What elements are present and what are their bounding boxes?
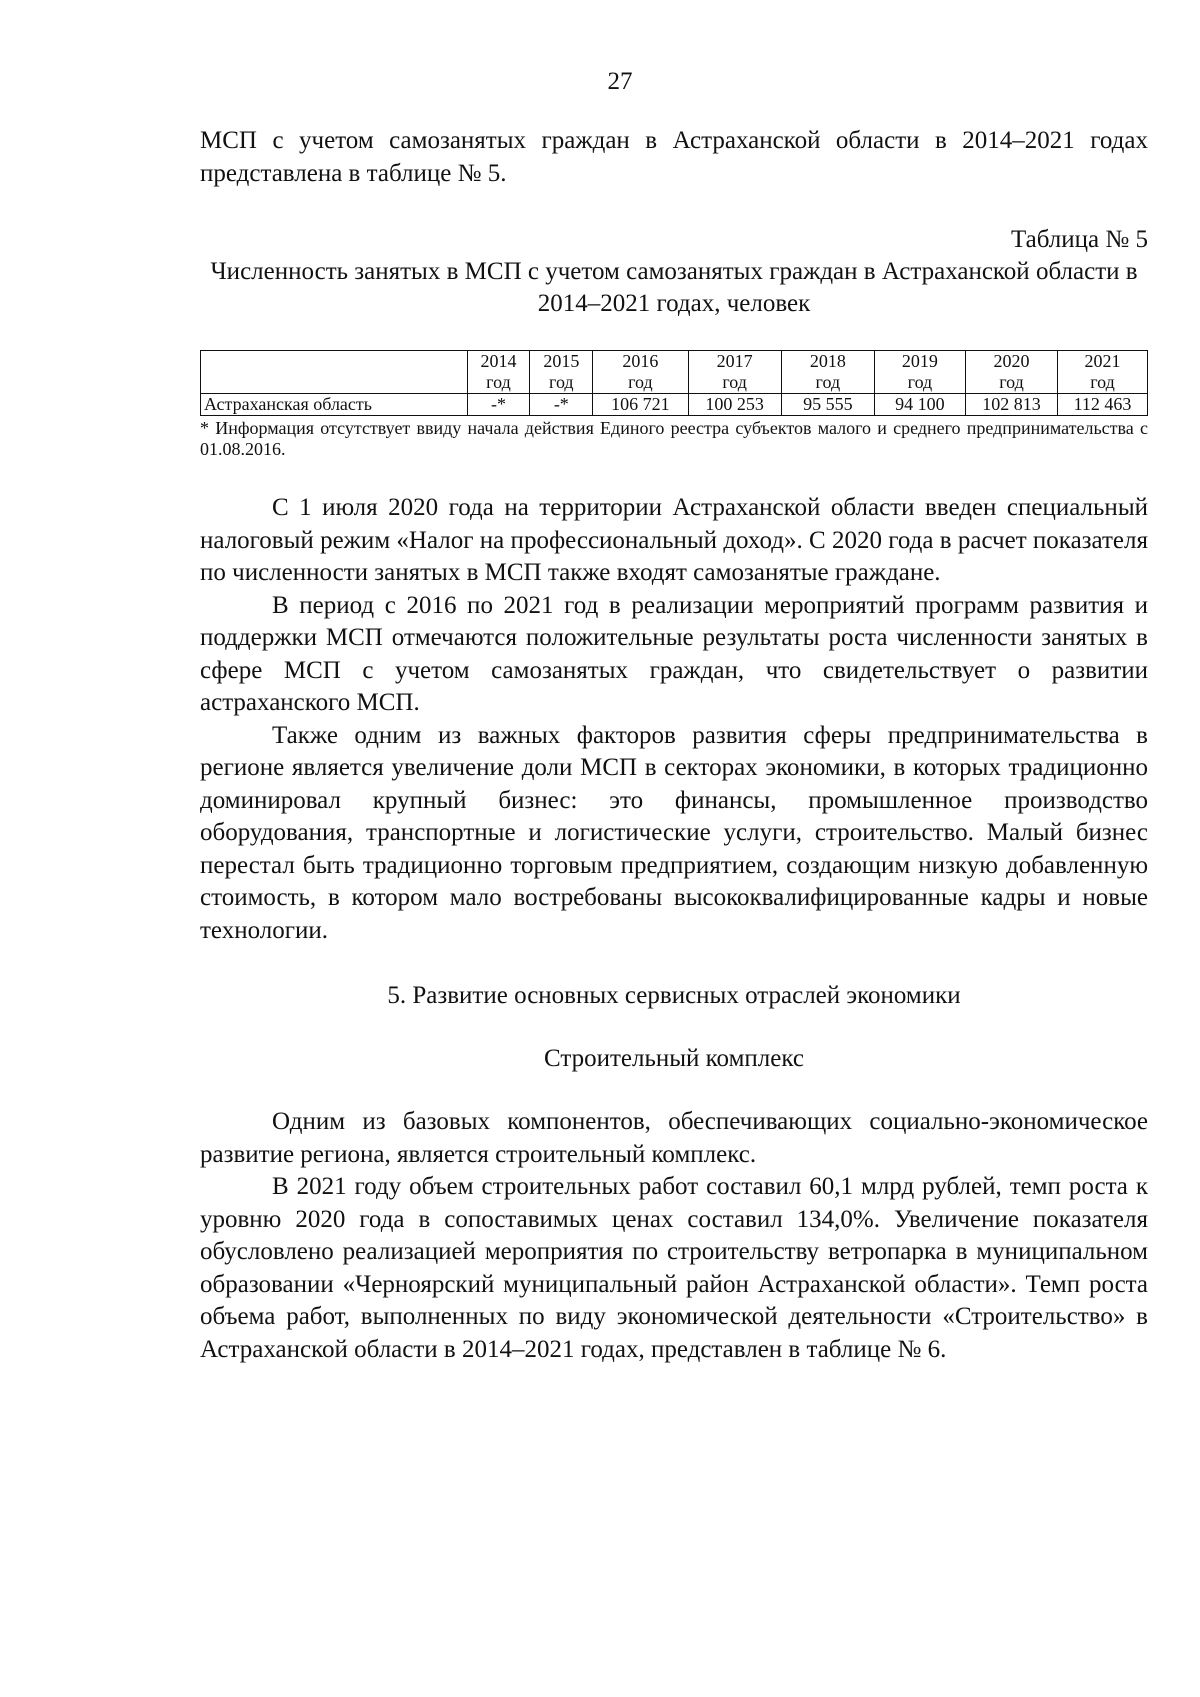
table-cell: 106 721: [593, 394, 688, 416]
body-paragraph: Одним из базовых компонентов, обеспечивающих социально-экономическое развитие региона, является строительный комплекс.: [200, 1108, 1148, 1168]
table-5: [200, 350, 1148, 460]
table-header-corner: [201, 351, 468, 394]
table-footnote: * Информация отсутствует ввиду начала действия Единого реестра субъектов малого и среднего предпринимательства с 01.08.2016.: [200, 418, 1148, 459]
table-header-cell: 2014 год: [467, 351, 530, 394]
page-number: 27: [607, 68, 633, 95]
table-cell: 95 555: [781, 394, 874, 416]
table-cell: 102 813: [965, 394, 1057, 416]
table-cell: -*: [530, 394, 593, 416]
body-paragraph: С 1 июля 2020 года на территории Астраханской области введен специальный налоговый режим «Налог на профессиональный доход». С 2020 года в расчет показателя по численности занятых в МСП также входят самозанятые граждане.: [200, 494, 1148, 586]
table-cell: 94 100: [874, 394, 965, 416]
table-header-cell: 2019 год: [874, 351, 965, 394]
body-paragraph: В период с 2016 по 2021 год в реализации мероприятий программ развития и поддержки МСП отмечаются положительные результаты роста численности занятых в сфере МСП с учетом самозанятых граждан, что свидетельствует о развитии астраханского МСП.: [200, 591, 1148, 716]
body-paragraph: Также одним из важных факторов развития сферы предпринимательства в регионе является увеличение доли МСП в секторах экономики, в которых традиционно доминировал крупный бизнес: это финансы, промышленное производство оборудования, транспортные и логистические услуги, строительство. Малый бизнес перестал быть традиционно торговым предприятием, создающим низкую добавленную стоимость, в котором мало востребованы высококвалифицированные кадры и новые технологии.: [200, 721, 1148, 944]
intro-paragraph: МСП с учетом самозанятых граждан в Астраханской области в 2014–2021 годах представлена в таблице № 5.: [200, 127, 1148, 187]
table-number-label: Таблица № 5: [1010, 226, 1148, 253]
table-row-label: Астраханская область: [201, 394, 468, 416]
table-cell: 100 253: [688, 394, 781, 416]
table-header-cell: 2015 год: [530, 351, 593, 394]
table-row: [201, 394, 1148, 416]
table-header-cell: 2021 год: [1058, 351, 1148, 394]
section-heading: 5. Развитие основных сервисных отраслей экономики: [387, 982, 961, 1009]
table-header-cell: 2018 год: [781, 351, 874, 394]
subsection-heading: Строительный комплекс: [544, 1045, 804, 1072]
table-header-row: [201, 351, 1148, 394]
table-header-cell: 2020 год: [965, 351, 1057, 394]
page-content: [200, 125, 1148, 1366]
employment-table: [200, 350, 1148, 416]
table-header-cell: 2016 год: [593, 351, 688, 394]
table-header-cell: 2017 год: [688, 351, 781, 394]
table-cell: -*: [467, 394, 530, 416]
table-cell: 112 463: [1058, 394, 1148, 416]
body-paragraph: В 2021 году объем строительных работ составил 60,1 млрд рублей, темп роста к уровню 2020 года в сопоставимых ценах составил 134,0%. Увеличение показателя обусловлено реализацией мероприятия по строительству ветропарка в муниципальном образовании «Черноярский муниципальный район Астраханской области». Темп роста объема работ, выполненных по виду экономической деятельности «Строительство» в Астраханской области в 2014–2021 годах, представлен в таблице № 6.: [200, 1173, 1148, 1363]
table-title: Численность занятых в МСП с учетом самозанятых граждан в Астраханской области в 2014–2021 годах, человек: [210, 258, 1138, 317]
